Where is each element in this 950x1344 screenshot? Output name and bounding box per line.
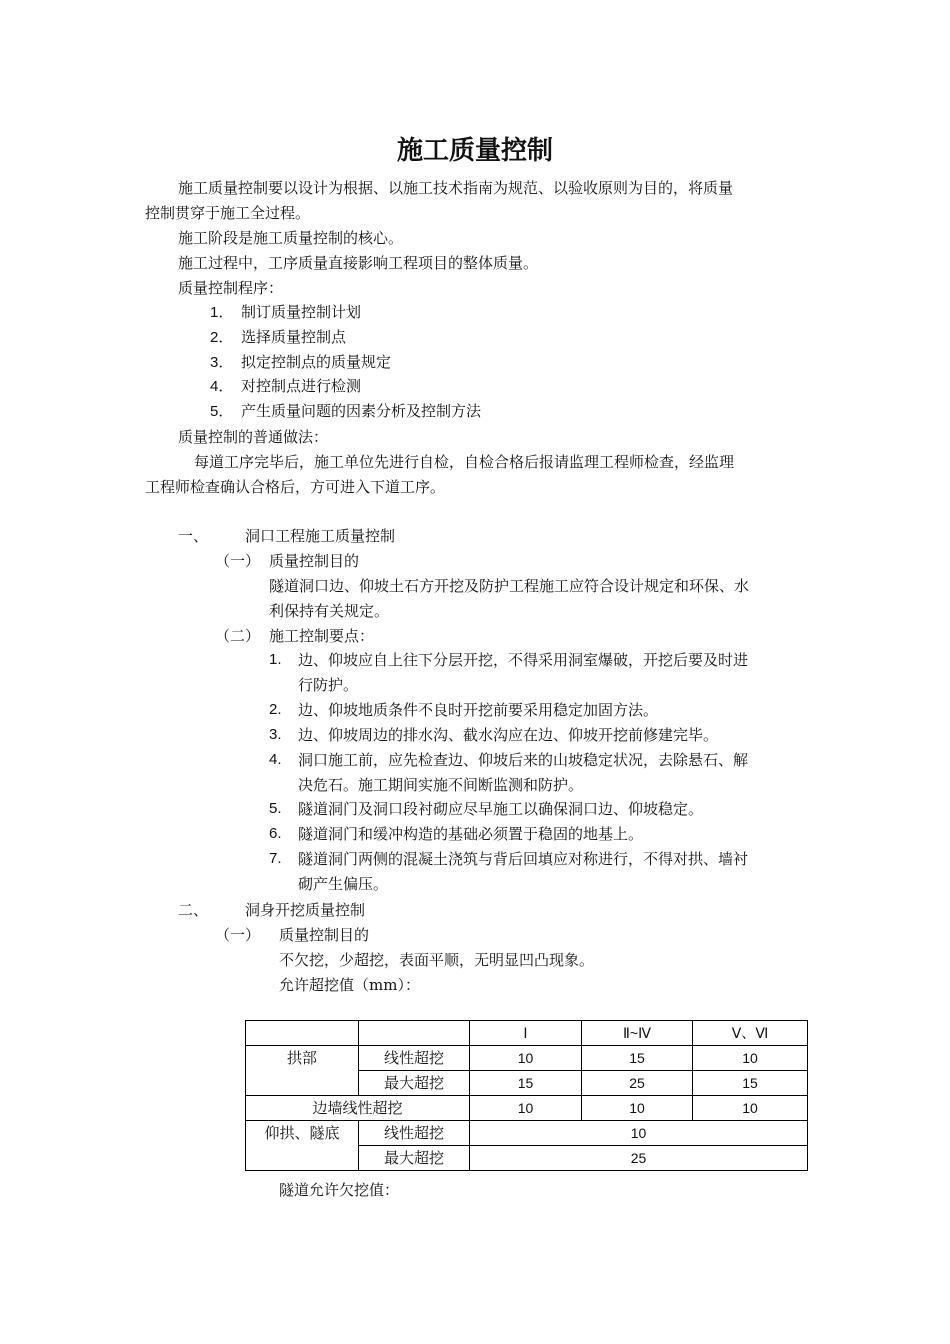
control-point-number: 7. — [269, 850, 282, 867]
section-title: 洞口工程施工质量控制 — [245, 527, 396, 545]
table-cell: 15 — [582, 1046, 693, 1071]
table-row-group-label: 拱部 — [246, 1046, 359, 1096]
table-cell: 15 — [470, 1071, 582, 1096]
procedure-item-number: 1． — [210, 304, 234, 321]
table-row — [246, 1046, 808, 1071]
method-paragraph-line: 每道工序完毕后，施工单位先进行自检，自检合格后报请监理工程师检查，经监理 — [194, 453, 735, 471]
control-point-line: 隧道洞门和缓冲构造的基础必须置于稳固的地基上。 — [298, 825, 644, 843]
control-point-number: 4. — [269, 751, 282, 768]
control-point-line: 边、仰坡周边的排水沟、截水沟应在边、仰坡开挖前修建完毕。 — [298, 726, 719, 744]
control-point-number: 2. — [269, 701, 282, 718]
section-number: 一、 — [178, 527, 209, 545]
procedure-item — [210, 327, 347, 348]
section-number: 二、 — [178, 901, 209, 919]
control-point-line: 边、仰坡地质条件不良时开挖前要采用稳定加固方法。 — [298, 701, 659, 719]
method-paragraph-line: 工程师检查确认合格后，方可进入下道工序。 — [145, 478, 446, 496]
control-point-line: 边、仰坡应自上往下分层开挖，不得采用洞室爆破，开挖后要及时进 — [298, 651, 749, 669]
table-cell: 25 — [470, 1146, 808, 1171]
table-cell: 10 — [470, 1046, 582, 1071]
procedure-heading: 质量控制程序： — [178, 279, 284, 297]
paragraph-line: 利保持有关规定。 — [269, 602, 390, 620]
table-cell: 15 — [693, 1071, 808, 1096]
table-row — [246, 1121, 808, 1146]
procedure-item — [210, 401, 482, 422]
document-title: 施工质量控制 — [396, 136, 553, 166]
procedure-item — [210, 376, 362, 397]
paragraph-line: 隧道允许欠挖值： — [279, 1181, 400, 1199]
control-point-line: 隧道洞门两侧的混凝土浇筑与背后回填应对称进行，不得对拱、墙衬 — [298, 850, 749, 868]
subsection-number: （二） — [215, 627, 261, 645]
table-cell-label: 边墙线性超挖 — [246, 1096, 470, 1121]
control-point-number: 3. — [269, 726, 282, 743]
intro-paragraph-line: 施工质量控制要以设计为根据、以施工技术指南为规范、以验收原则为目的，将质量 — [178, 179, 734, 197]
procedure-item-number: 2． — [210, 329, 234, 346]
table-cell: 10 — [470, 1096, 582, 1121]
table-row-group-label: 仰拱、隧底 — [246, 1121, 359, 1171]
table-row — [246, 1096, 808, 1121]
control-point-number: 5. — [269, 800, 282, 817]
intro-paragraph: 施工阶段是施工质量控制的核心。 — [178, 229, 404, 247]
section-title: 洞身开挖质量控制 — [245, 901, 366, 919]
subsection-heading — [215, 925, 370, 945]
subsection-number: （一） — [215, 552, 261, 570]
procedure-item — [210, 352, 392, 373]
intro-paragraph: 施工过程中，工序质量直接影响工程项目的整体质量。 — [178, 254, 539, 272]
table-header-cell: Ⅴ、Ⅵ — [693, 1021, 808, 1046]
table-cell: 10 — [693, 1046, 808, 1071]
procedure-item — [210, 302, 362, 323]
table-header-cell: Ⅰ — [470, 1021, 582, 1046]
method-heading: 质量控制的普通做法： — [178, 428, 329, 446]
control-point-number: 6. — [269, 825, 282, 842]
subsection-title: 质量控制目的 — [279, 926, 370, 944]
subsection-heading — [215, 626, 375, 646]
control-point-number: 1. — [269, 651, 282, 668]
overbreak-table — [245, 1020, 808, 1171]
procedure-item-text: 对控制点进行检测 — [241, 377, 362, 395]
procedure-item-number: 3． — [210, 354, 234, 371]
table-cell: 10 — [582, 1096, 693, 1121]
table-cell-label: 最大超挖 — [359, 1071, 470, 1096]
table-cell: 25 — [582, 1071, 693, 1096]
paragraph-line: 不欠挖，少超挖，表面平顺，无明显凹凸现象。 — [279, 951, 595, 969]
control-point-line: 洞口施工前，应先检查边、仰坡后来的山坡稳定状况，去除悬石、解 — [298, 751, 749, 769]
table-cell-label: 最大超挖 — [359, 1146, 470, 1171]
table-header-cell — [246, 1021, 359, 1046]
procedure-item-number: 5． — [210, 403, 234, 420]
subsection-number: （一） — [215, 926, 261, 944]
subsection-title: 质量控制目的 — [269, 552, 360, 570]
table-cell-label: 线性超挖 — [359, 1121, 470, 1146]
table-header-row — [246, 1021, 808, 1046]
paragraph-line: 隧道洞口边、仰坡土石方开挖及防护工程施工应符合设计规定和环保、水 — [269, 577, 750, 595]
table-cell: 10 — [693, 1096, 808, 1121]
table-cell-label: 线性超挖 — [359, 1046, 470, 1071]
table-caption: 允许超挖值（mm）： — [279, 976, 420, 994]
procedure-item-text: 选择质量控制点 — [241, 328, 347, 346]
subsection-heading — [215, 551, 360, 571]
section-heading — [178, 900, 366, 920]
procedure-item-text: 制订质量控制计划 — [241, 303, 362, 321]
section-heading — [178, 526, 396, 546]
control-point-line: 行防护。 — [298, 676, 359, 694]
subsection-title: 施工控制要点： — [269, 627, 375, 645]
table-header-cell — [359, 1021, 470, 1046]
table-cell: 10 — [470, 1121, 808, 1146]
control-point-line: 隧道洞门及洞口段衬砌应尽早施工以确保洞口边、仰坡稳定。 — [298, 800, 704, 818]
procedure-item-text: 拟定控制点的质量规定 — [241, 353, 392, 371]
control-point-line: 砌产生偏压。 — [298, 875, 389, 893]
procedure-item-number: 4． — [210, 378, 234, 395]
procedure-item-text: 产生质量问题的因素分析及控制方法 — [241, 402, 482, 420]
intro-paragraph-line: 控制贯穿于施工全过程。 — [145, 204, 311, 222]
control-point-line: 决危石。施工期间实施不间断监测和防护。 — [298, 776, 584, 794]
table-header-cell: Ⅱ~Ⅳ — [582, 1021, 693, 1046]
